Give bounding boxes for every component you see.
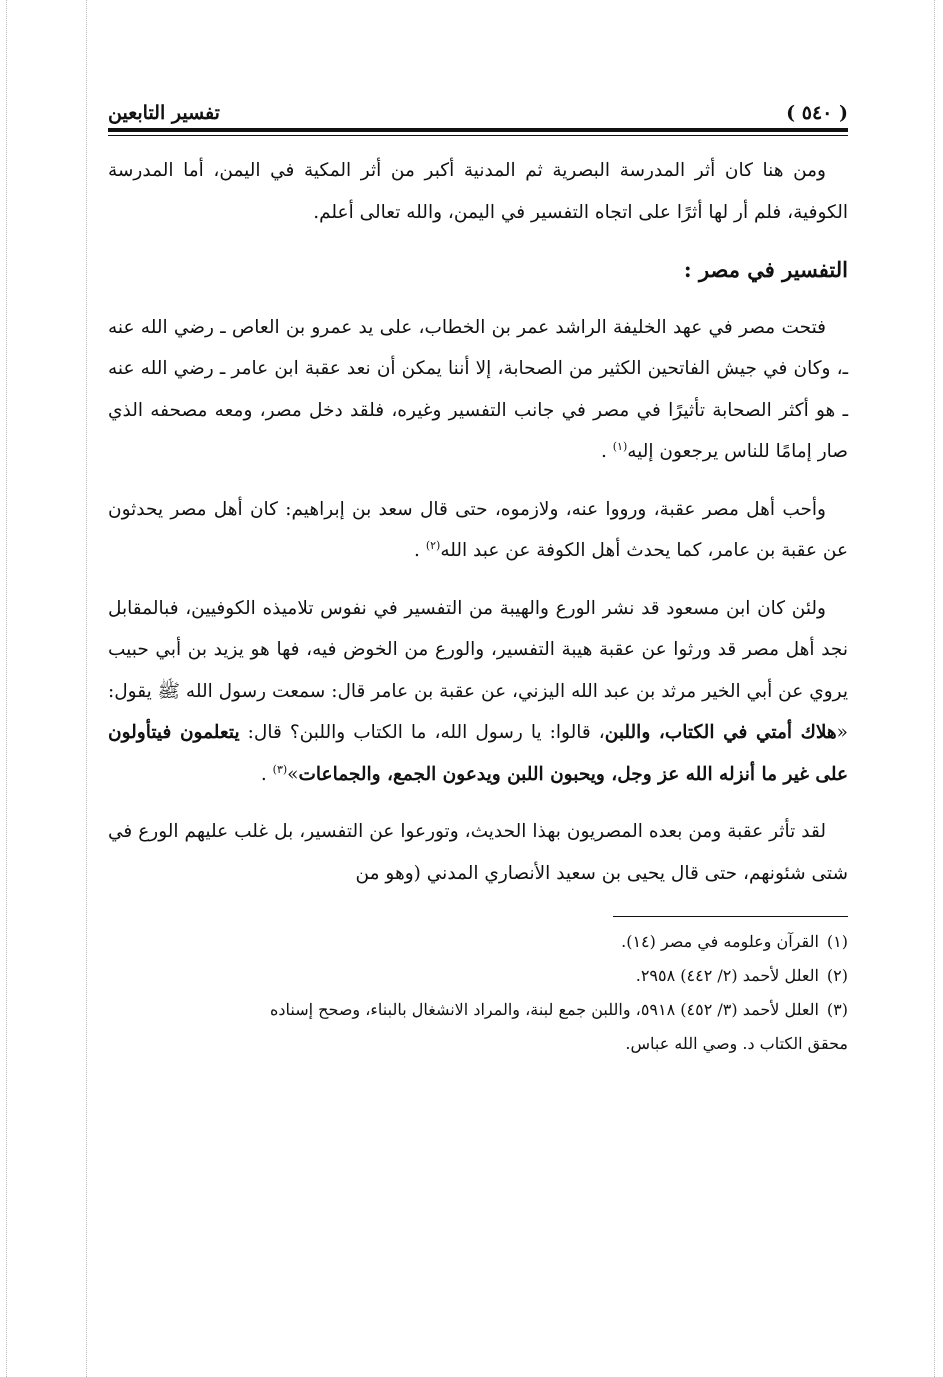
hadith-quote-2: يتعلمون فيتأولون على غير ما أنزله الله عز وجل، ويحبون اللبن ويدعون الجمع، والجماعات [108,722,848,785]
footnote-number: (٢) [826,966,848,985]
footnote-number: (١) [826,932,848,951]
scan-edge-left-inner [86,0,87,1377]
page-header [108,92,848,124]
paragraph-5: لقد تأثر عقبة ومن بعده المصريون بهذا الحديث، وتورعوا عن التفسير، بل غلب عليهم الورع في شتى شئونهم، حتى قال يحيى بن سعيد الأنصاري المدني (وهو من [108,821,848,884]
paragraph-1: ومن هنا كان أثر المدرسة البصرية ثم المدنية أكبر من أثر المكية في اليمن، أما المدرسة الكوفية، فلم أر لها أثرًا على اتجاه التفسير في اليمن، والله تعالى أعلم. [108,160,848,223]
footnote-text: القرآن وعلومه في مصر (١٤). [621,932,819,951]
footnote-ref-3[interactable]: (٣) [272,762,288,776]
page-number: ( ٥٤٠ ) [786,102,848,124]
paragraph-4 [108,588,848,796]
quote-close: » [287,763,299,785]
footnote-number: (٣) [826,1000,848,1019]
paragraph-3-end: . [414,540,426,561]
section-heading: التفسير في مصر : [683,257,848,282]
scan-edge-right [934,0,935,1377]
paragraph-4-end: . [260,763,273,785]
footnote-3-continuation: محقق الكتاب د. وصي الله عباس. [625,1034,848,1053]
scan-edge-left [6,0,7,1377]
paragraph-2-text: فتحت مصر في عهد الخليفة الراشد عمر بن الخطاب، على يد عمرو بن العاص ـ رضي الله عنه ـ، وكان في جيش الفاتحين الكثير من الصحابة، إلا أننا يمكن أن نعد عقبة ابن عامر ـ رضي الله عنه ـ هو أكثر الصحابة تأثيرًا في مصر في جانب التفسير وغيره، فلقد دخل مصر، ومعه مصحفه الذي صار إمامًا للناس يرجعون إليه [108,316,848,462]
footnote-2 [108,959,848,993]
book-page [108,92,848,1061]
footnote-text: العلل لأحمد (٣/ ٤٥٢) ٥٩١٨، واللبن جمع لبنة، والمراد الانشغال بالبناء، وصحح إسناده [270,1000,819,1019]
paragraph-4-text: ولئن كان ابن مسعود قد نشر الورع والهيبة من التفسير في نفوس تلاميذه الكوفيين، فبالمقابل نجد أهل مصر قد ورثوا عن عقبة هيبة التفسير، والورع من الخوض فيه، فها هو يزيد بن أبي حبيب يروي عن أبي الخير مرثد بن عبد الله اليزني، عن عقبة بن عامر قال: سمعت رسول الله ﷺ يقول: « [108,597,848,743]
footnotes [108,925,848,1061]
paragraph-3-text: وأحب أهل مصر عقبة، ورووا عنه، ولازموه، حتى قال سعد بن إبراهيم: كان أهل مصر يحدثون عن عقبة بن عامر، كما يحدث أهل الكوفة عن عبد الله [108,498,848,561]
footnote-3 [108,993,848,1027]
header-rule-thick [108,128,848,132]
header-rule-thin [108,135,848,136]
running-title: تفسير التابعين [108,102,220,124]
paragraph-3 [108,489,848,572]
footnote-1 [108,925,848,959]
page-body [108,150,848,894]
footnote-ref-1[interactable]: (١) [612,439,628,453]
footnote-text: العلل لأحمد (٢/ ٤٤٢) ٢٩٥٨. [635,966,819,985]
footnote-separator [613,916,848,917]
footnote-ref-2[interactable]: (٢) [425,538,441,552]
hadith-quote-1: هلاك أمتي في الكتاب، واللبن [604,722,837,743]
paragraph-2-end: . [600,441,613,462]
paragraph-4-mid: ، قالوا: يا رسول الله، ما الكتاب واللبن؟ قال: [239,722,605,743]
paragraph-2 [108,307,848,473]
